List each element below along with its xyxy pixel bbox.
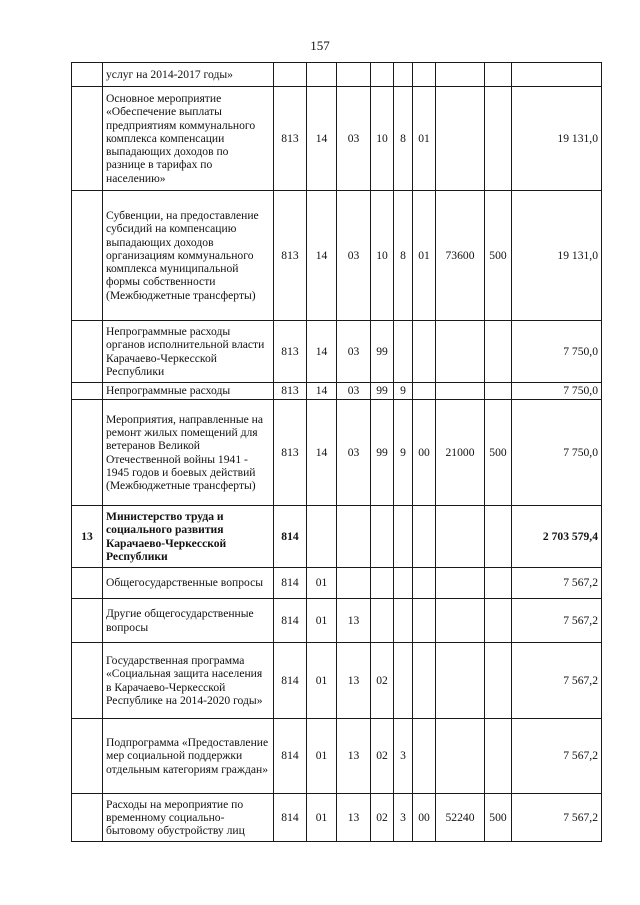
table-row: Основное мероприятие «Обеспечение выплаты предприятиям коммунального комплекса компенсации выпадающих доходов по разнице в тарифах по населению» 813 14 03 10 8 01 19 131,0 [72, 87, 602, 191]
table-row: Непрограммные расходы 813 14 03 99 9 7 750,0 [72, 383, 602, 400]
table-row: Другие общегосударственные вопросы 814 01 13 7 567,2 [72, 599, 602, 643]
table-row: Общегосударственные вопросы 814 01 7 567,2 [72, 568, 602, 599]
table-row: Государственная программа «Социальная защита населения в Карачаево-Черкесской Республике на 2014-2020 годы» 814 01 13 02 7 567,2 [72, 643, 602, 719]
table-row: Непрограммные расходы органов исполнительной власти Карачаево-Черкесской Республики 813 14 03 99 7 750,0 [72, 321, 602, 383]
table-row: Субвенции, на предоставление субсидий на компенсацию выпадающих доходов организациям коммунального комплекса муниципальной формы собственности (Межбюджетные трансферты) 813 14 03 10 8 01 73600 500 19 131,0 [72, 191, 602, 321]
table-row: 13 Министерство труда и социального развития Карачаево-Черкесской Республики 814 2 703 579,4 [72, 506, 602, 568]
table-row: Подпрограмма «Предоставление мер социальной поддержки отдельным категориям граждан» 814 01 13 02 3 7 567,2 [72, 719, 602, 794]
table-row: Мероприятия, направленные на ремонт жилых помещений для ветеранов Великой Отечественной войны 1941 - 1945 годов и боевых действий (Межбюджетные трансферты) 813 14 03 99 9 00 21000 500 7 750,0 [72, 400, 602, 506]
budget-table [71, 62, 602, 842]
table-row: Расходы на мероприятие по временному социально-бытовому обустройству лиц 814 01 13 02 3 00 52240 500 7 567,2 [72, 794, 602, 842]
page-number: 157 [310, 38, 330, 53]
table-row: услуг на 2014-2017 годы» [72, 63, 602, 87]
